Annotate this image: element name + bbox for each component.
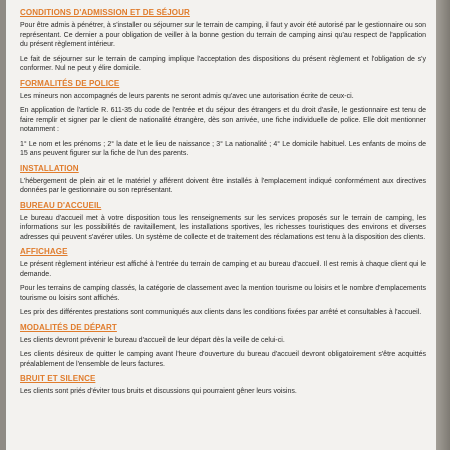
section-bruit-silence	[18, 374, 426, 397]
paragraph: En application de l'article R. 611-35 du code de l'entrée et du séjour des étrangers et du droit d'asile, le gestionnaire est tenu de faire remplir et signer par le client de nationalité étrangère, dès son arrivée, une fiche individuelle de police. Elle doit mentionner notamment :	[20, 107, 426, 133]
section-heading: BRUIT ET SILENCE	[20, 374, 96, 383]
paragraph: Les clients sont priés d'éviter tous bruits et discussions qui pourraient gêner leurs voisins.	[20, 388, 297, 395]
paragraph: Pour les terrains de camping classés, la catégorie de classement avec la mention tourisme ou loisirs et le nombre d'emplacements tourisme ou loisirs sont affichés.	[20, 285, 426, 302]
paragraph: Le fait de séjourner sur le terrain de camping implique l'acceptation des dispositions du présent règlement et l'obligation de s'y conformer. Nul ne peut y élire domicile.	[20, 55, 426, 72]
section-installation	[18, 164, 426, 196]
page-edge-shadow	[436, 0, 450, 450]
section-heading: FORMALITÉS DE POLICE	[20, 78, 120, 88]
document-content	[18, 8, 426, 397]
section-heading: AFFICHAGE	[20, 247, 68, 256]
paragraph: 1° Le nom et les prénoms ; 2° la date et le lieu de naissance ; 3° La nationalité ; 4° Le domicile habituel. Les enfants de moins de 15 ans peuvent figurer sur la fiche de l'un des parents.	[20, 140, 426, 157]
paragraph: Les mineurs non accompagnés de leurs parents ne seront admis qu'avec une autorisation écrite de ceux-ci.	[20, 92, 354, 100]
section-police	[18, 79, 426, 159]
section-admission	[18, 8, 426, 74]
paragraph: Les prix des différentes prestations sont communiqués aux clients dans les conditions fixées par arrêté et consultables à l'accueil.	[20, 309, 422, 316]
section-heading: BUREAU D'ACCUEIL	[20, 200, 102, 210]
paragraph: Pour être admis à pénétrer, à s'installer ou séjourner sur le terrain de camping, il faut y avoir été autorisé par le gestionnaire ou son représentant. Ce dernier a pour obligation de veiller à la bonne gestion du terrain de camping ainsi qu'au respect de l'application du présent règlement intérieur.	[20, 22, 426, 48]
section-affichage	[18, 247, 426, 318]
paragraph: Le présent règlement intérieur est affiché à l'entrée du terrain de camping et au bureau d'accueil. Il est remis à chaque client qui le demande.	[20, 261, 426, 278]
paragraph: Les clients désireux de quitter le camping avant l'heure d'ouverture du bureau d'accueil devront obligatoirement s'être acquittés préalablement de l'ensemble de leurs factures.	[20, 351, 426, 368]
section-depart	[18, 323, 426, 370]
paragraph: L'hébergement de plein air et le matériel y afférent doivent être installés à l'emplacement indiqué conformément aux directives données par le gestionnaire ou son représentant.	[20, 177, 426, 194]
paragraph: Le bureau d'accueil met à votre disposition tous les renseignements sur les services proposés sur le terrain de camping, les informations sur les possibilités de ravitaillement, les installations sportives, les richesses touristiques des environs et diverses adresses qui peuvent s'avérer utiles. Un système de collecte et de traitement des réclamations est tenu à la disposition des clients.	[20, 214, 426, 241]
paragraph: Les clients devront prévenir le bureau d'accueil de leur départ dès la veille de celui-ci.	[20, 336, 285, 344]
section-heading: INSTALLATION	[20, 163, 79, 173]
document-page	[6, 0, 436, 450]
section-heading: CONDITIONS D'ADMISSION ET DE SÉJOUR	[20, 8, 190, 17]
section-bureau-accueil	[18, 201, 426, 243]
section-heading: MODALITÉS DE DÉPART	[20, 322, 117, 332]
